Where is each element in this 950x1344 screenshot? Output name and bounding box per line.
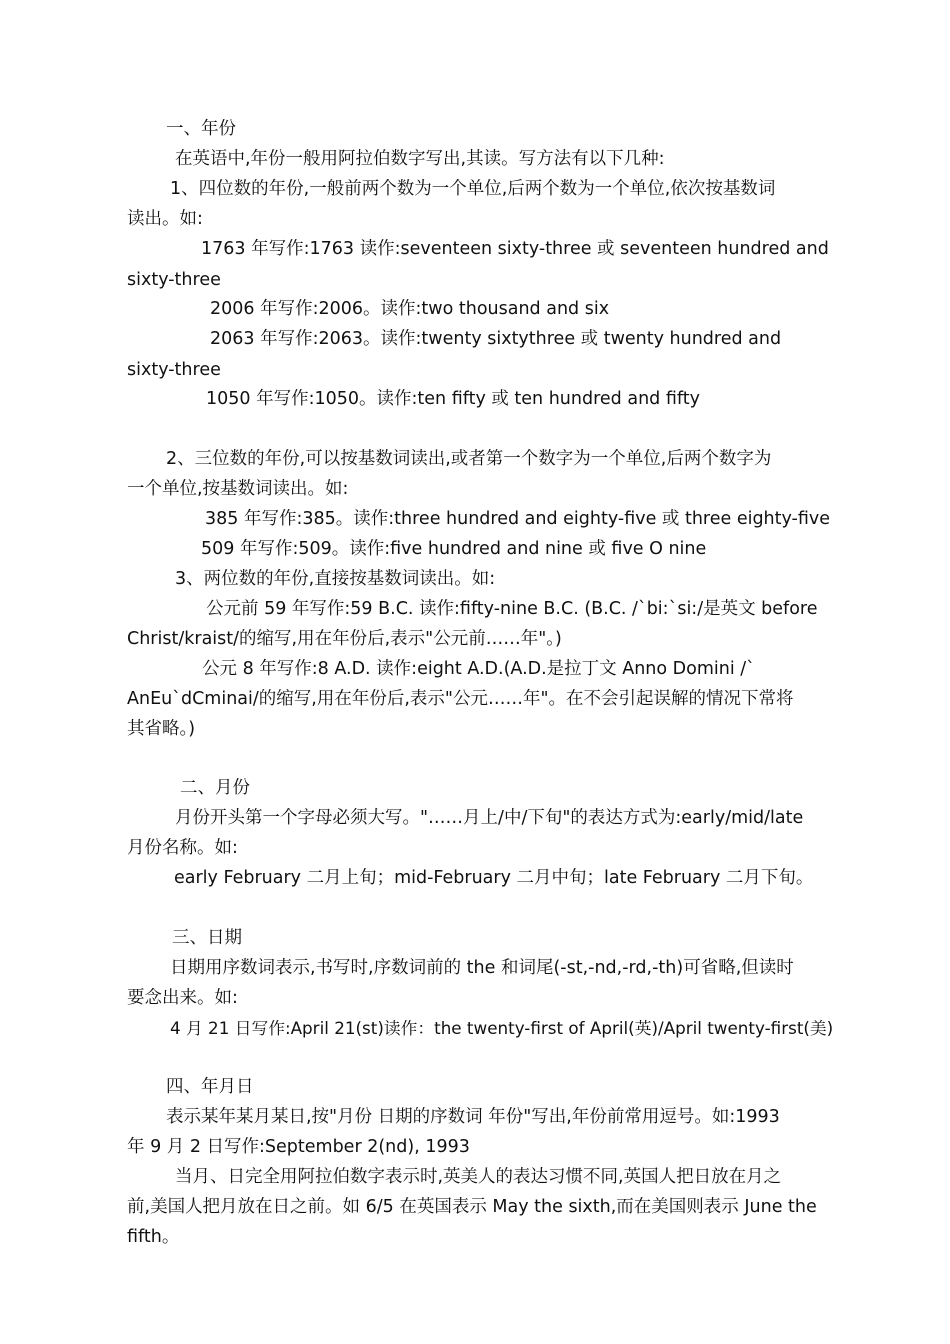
example-ad-line2: AnEu`dCminai/的缩写,用在年份后,表示"公元……年"。在不会引起误解的情况下常将 [127, 689, 794, 709]
example-bc-line1: 公元前 59 年写作:59 B.C. 读作:fifty-nine B.C. (B.C. /`bi:`si:/是英文 before [206, 599, 818, 619]
section-heading-month: 二、月份 [180, 778, 250, 798]
section4-body2-line3: fifth。 [127, 1227, 180, 1247]
section2-example: early February 二月上旬；mid-February 二月中旬；late February 二月下旬。 [174, 868, 814, 888]
section2-body-line2: 月份名称。如: [127, 838, 238, 858]
example-2063-line1: 2063 年写作:2063。读作:twenty sixtythree 或 twenty hundred and [210, 329, 782, 349]
example-509: 509 年写作:509。读作:five hundred and nine 或 five O nine [201, 539, 707, 559]
rule2-line1: 2、三位数的年份,可以按基数词读出,或者第一个数字为一个单位,后两个数字为 [166, 449, 772, 469]
section3-example: 4 月 21 日写作:April 21(st)读作：the twenty-first of April(英)/April twenty-first(美) [170, 1018, 834, 1038]
section4-body2-line1: 当月、日完全用阿拉伯数字表示时,英美人的表达习惯不同,英国人把日放在月之 [175, 1167, 782, 1187]
rule2-line2: 一个单位,按基数词读出。如: [127, 479, 349, 499]
section3-body-line1: 日期用序数词表示,书写时,序数词前的 the 和词尾(-st,-nd,-rd,-th)可省略,但读时 [170, 958, 794, 978]
example-385: 385 年写作:385。读作:three hundred and eighty-five 或 three eighty-five [205, 509, 831, 529]
rule1-line1: 1、四位数的年份,一般前两个数为一个单位,后两个数为一个单位,依次按基数词 [170, 179, 776, 199]
example-ad-line1: 公元 8 年写作:8 A.D. 读作:eight A.D.(A.D.是拉丁文 Anno Domini /` [202, 659, 755, 679]
section2-body-line1: 月份开头第一个字母必须大写。"……月上/中/下旬"的表达方式为:early/mid/late [175, 808, 804, 828]
section3-body-line2: 要念出来。如: [127, 988, 238, 1008]
example-bc-line2: Christ/kraist/的缩写,用在年份后,表示"公元前……年"。) [127, 629, 562, 649]
section-heading-year: 一、年份 [166, 119, 236, 139]
section4-body2-line2: 前,美国人把月放在日之前。如 6/5 在英国表示 May the sixth,而在美国则表示 June the [127, 1197, 817, 1217]
section1-intro: 在英语中,年份一般用阿拉伯数字写出,其读。写方法有以下几种: [175, 149, 665, 169]
rule1-line2: 读出。如: [127, 209, 203, 229]
example-2006: 2006 年写作:2006。读作:two thousand and six [210, 299, 610, 319]
example-1763-line1: 1763 年写作:1763 读作:seventeen sixty-three 或 seventeen hundred and [201, 239, 829, 259]
rule3: 3、两位数的年份,直接按基数词读出。如: [175, 569, 496, 589]
example-1763-line2: sixty-three [127, 270, 221, 290]
section-heading-full-date: 四、年月日 [166, 1077, 254, 1097]
section-heading-date: 三、日期 [172, 928, 242, 948]
example-ad-line3: 其省略。) [127, 719, 196, 739]
example-1050: 1050 年写作:1050。读作:ten fifty 或 ten hundred and fifty [206, 389, 700, 409]
section4-body-line2: 年 9 月 2 日写作:September 2(nd), 1993 [127, 1137, 470, 1157]
section4-body-line1: 表示某年某月某日,按"月份 日期的序数词 年份"写出,年份前常用逗号。如:1993 [166, 1107, 780, 1127]
example-2063-line2: sixty-three [127, 360, 221, 380]
